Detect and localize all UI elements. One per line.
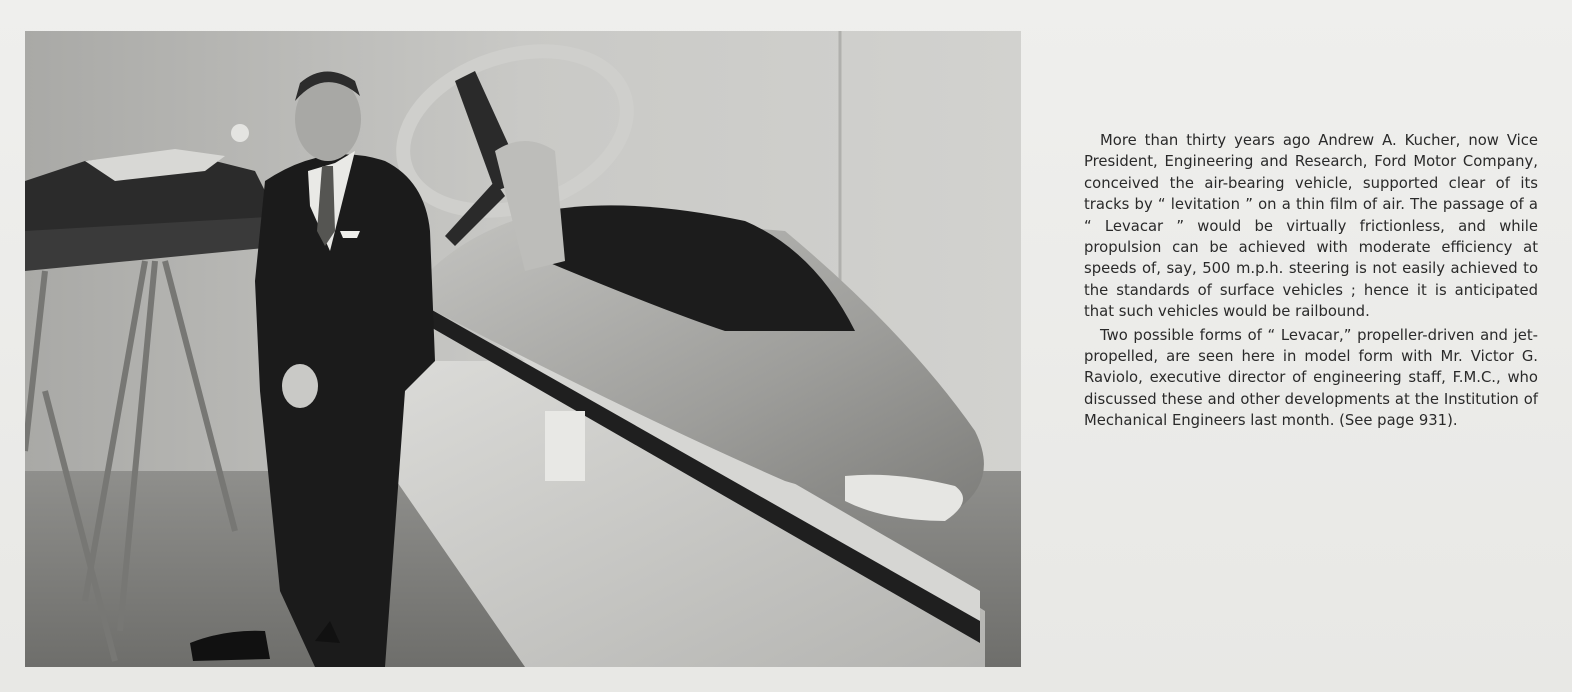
levacar-photo-illustration: [25, 31, 1021, 667]
levacar-photograph: [25, 31, 1021, 667]
caption-paragraph: Two possible forms of “ Levacar,” propeller-driven and jet-propelled, are seen here in model form with Mr. Victor G. Raviolo, executive director of engineering staff, F.M.C., who discussed these and other developments at the Institution of Mechanical Engineers last month. (See page 931).: [1084, 326, 1538, 430]
caption-paragraph: More than thirty years ago Andrew A. Kucher, now Vice President, Engineering and Research, Ford Motor Company, conceived the air-bearing vehicle, supported clear of its tracks by “ levitation ” on a thin film of air. The passage of a “ Levacar ” would be virtually frictionless, and while propulsion can be achieved with moderate efficiency at speeds of, say, 500 m.p.h. steering is not easily achieved to the standards of surface vehicles ; hence it is anticipated that such vehicles would be railbound.: [1084, 132, 1538, 321]
photo-caption: [1084, 130, 1538, 432]
